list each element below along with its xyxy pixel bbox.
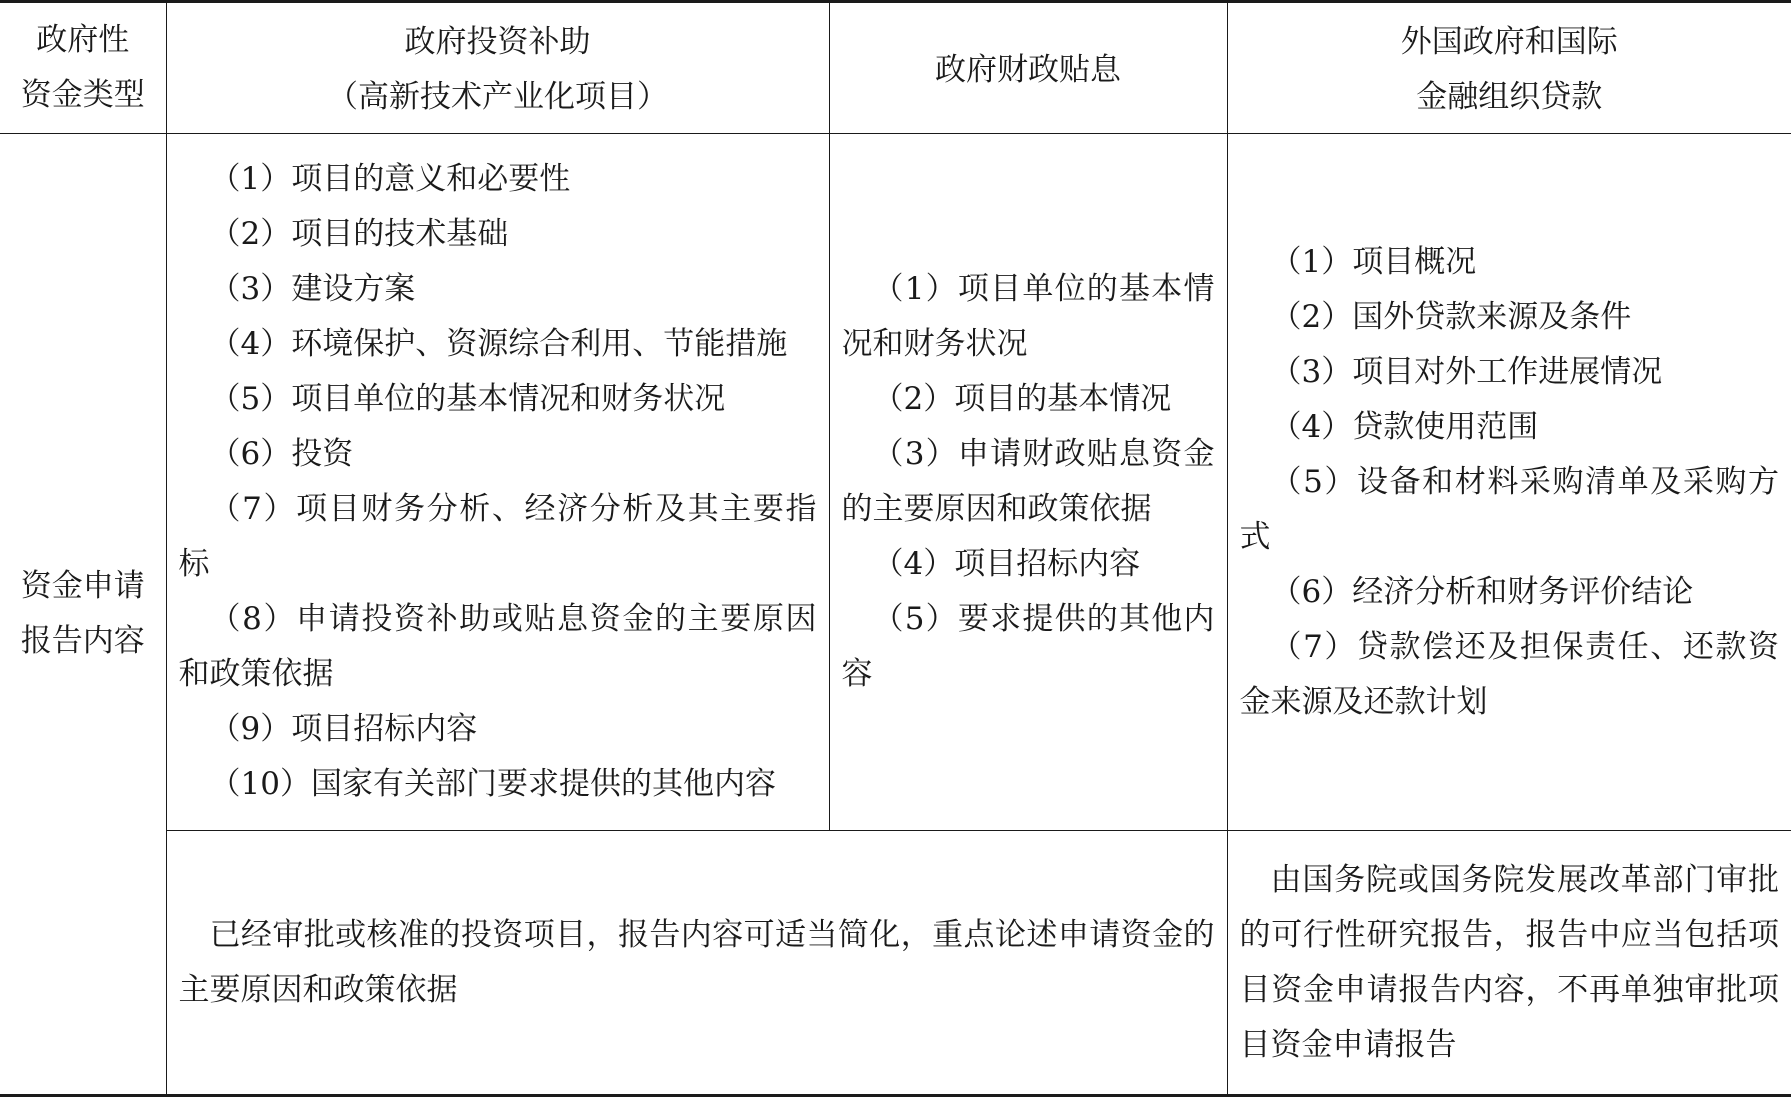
investment-subsidy-items [166, 134, 829, 831]
header-investment-subsidy-line: 政府投资补助 [404, 24, 591, 60]
list-item: （8）申请投资补助或贴息资金的主要原因和政策依据 [178, 601, 817, 692]
interest-subsidy-items [829, 134, 1227, 831]
list-item: （4）贷款使用范围 [1270, 408, 1539, 445]
list-item: （2）项目的基本情况 [872, 381, 1172, 417]
list-item: （4）环境保护、资源综合利用、节能措施 [209, 326, 788, 362]
list-item: （1）项目的意义和必要性 [209, 161, 571, 197]
list-item: （5）设备和材料采购清单及采购方式 [1239, 463, 1779, 555]
row-label-line: 报告内容 [20, 623, 145, 659]
header-fund-type [0, 2, 166, 134]
list-item: （6）经济分析和财务评价结论 [1270, 573, 1694, 610]
note-row [0, 831, 1791, 1096]
list-item: （2）项目的技术基础 [209, 216, 509, 252]
list-item: （2）国外贷款来源及条件 [1270, 298, 1632, 335]
row-label-line: 资金申请 [20, 568, 145, 604]
note-text: 已经审批或核准的投资项目，报告内容可适当简化，重点论述申请资金的主要原因和政策依据 [178, 916, 1215, 1008]
list-item: （7）项目财务分析、经济分析及其主要指标 [178, 491, 817, 582]
list-item: （9）项目招标内容 [209, 711, 478, 747]
foreign-loan-items [1227, 134, 1791, 831]
header-interest-subsidy-line: 政府财政贴息 [935, 51, 1121, 88]
header-investment-subsidy [166, 2, 829, 134]
header-foreign-loans-line: 金融组织贷款 [1416, 79, 1603, 115]
note-text: 由国务院或国务院发展改革部门审批的可行性研究报告，报告中应当包括项目资金申请报告内容，不再单独审批项目资金申请报告 [1239, 861, 1779, 1063]
list-item: （1）项目概况 [1270, 243, 1477, 280]
header-fund-type-line: 政府性 [36, 22, 130, 58]
list-item: （5）项目单位的基本情况和财务状况 [209, 381, 726, 417]
content-row [0, 134, 1791, 831]
list-item: （7）贷款偿还及担保责任、还款资金来源及还款计划 [1239, 628, 1779, 720]
list-item: （3）项目对外工作进展情况 [1270, 353, 1663, 390]
header-interest-subsidy [829, 2, 1227, 134]
header-foreign-loans-line: 外国政府和国际 [1400, 24, 1618, 60]
header-fund-type-line: 资金类型 [20, 77, 145, 113]
list-item: （5）要求提供的其他内容 [841, 601, 1215, 692]
list-item: （1）项目单位的基本情况和财务状况 [841, 271, 1215, 362]
header-foreign-loans [1227, 2, 1791, 134]
approved-project-note [166, 831, 1227, 1096]
list-item: （10）国家有关部门要求提供的其他内容 [209, 766, 776, 802]
header-investment-subsidy-line: （高新技术产业化项目） [327, 79, 668, 115]
table-header-row [0, 2, 1791, 134]
list-item: （3）建设方案 [209, 271, 416, 307]
row-label-report-content [0, 134, 166, 1096]
list-item: （4）项目招标内容 [872, 546, 1141, 582]
list-item: （3）申请财政贴息资金的主要原因和政策依据 [841, 436, 1215, 527]
state-council-note [1227, 831, 1791, 1096]
list-item: （6）投资 [209, 436, 354, 472]
